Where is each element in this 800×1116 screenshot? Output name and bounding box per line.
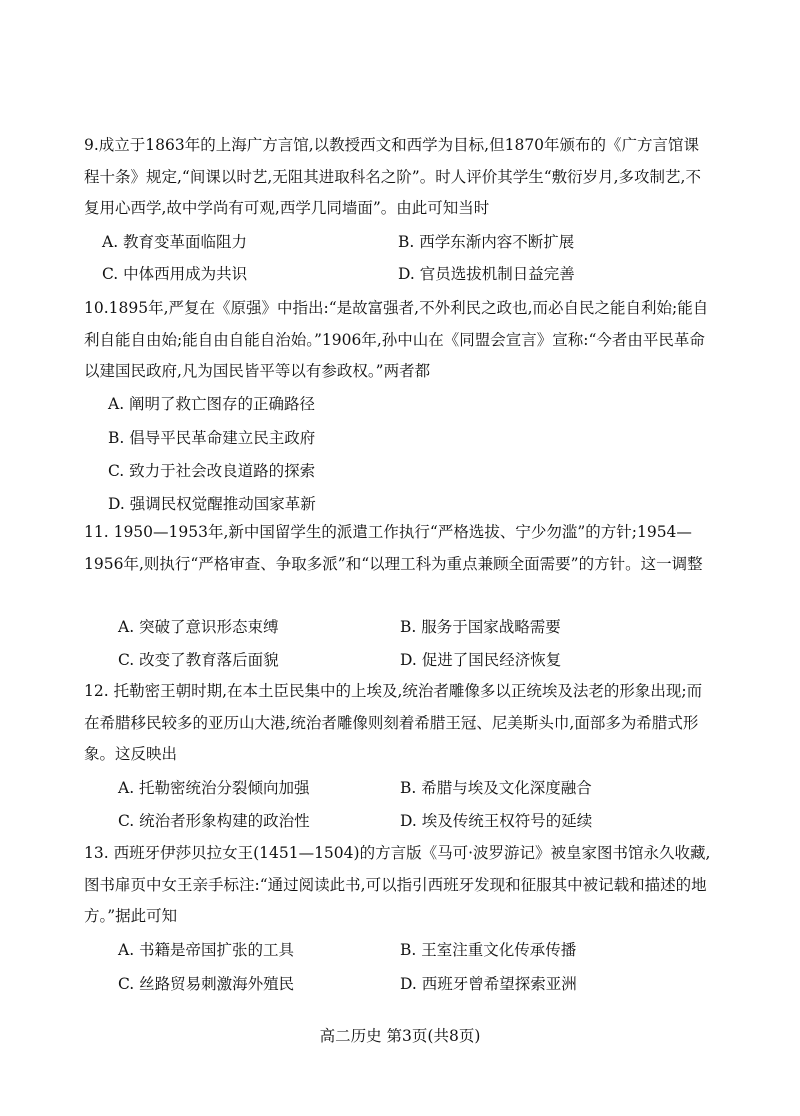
question-stem: 9.成立于1863年的上海广方言馆,以教授西文和西学为目标,但1870年颁布的《广方言馆课程十条》规定,“间课以时艺,无阻其进取科名之阶”。时人评价其学生“敷衍岁月,多攻制艺,不复用心西学,故中学尚有可观,西学几同墙面”。由此可知当时 — [84, 136, 701, 217]
question-stem: 12. 托勒密王朝时期,在本土臣民集中的上埃及,统治者雕像多以正统埃及法老的形象出现;而在希腊移民较多的亚历山大港,统治者雕像则刻着希腊王冠、尼美斯头巾,面部多为希腊式形象。这反映出 — [84, 682, 703, 763]
option-d: D. 埃及传统王权符号的延续 — [400, 812, 593, 830]
option-c: C. 改变了教育落后面貌 — [118, 651, 279, 669]
option-c: C. 中体西用成为共识 — [102, 265, 248, 283]
question-10 — [84, 293, 714, 388]
option-a: A. 书籍是帝国扩张的工具 — [118, 941, 295, 959]
option-d: D. 官员选拔机制日益完善 — [398, 265, 575, 283]
question-11 — [84, 517, 714, 580]
question-9 — [84, 130, 714, 225]
option-b: B. 倡导平民革命建立民主政府 — [108, 429, 316, 447]
option-c: C. 统治者形象构建的政治性 — [118, 812, 310, 830]
option-d: D. 强调民权觉醒推动国家革新 — [108, 495, 316, 513]
option-d: D. 西班牙曾希望探索亚洲 — [400, 975, 577, 993]
question-stem: 13. 西班牙伊莎贝拉女王(1451—1504)的方言版《马可·波罗游记》被皇家图书馆永久收藏,图书扉页中女王亲手标注:“通过阅读此书,可以指引西班牙发现和征服其中被记载和描述的地方。”据此可知 — [84, 844, 711, 925]
option-b: B. 希腊与埃及文化深度融合 — [400, 779, 592, 797]
option-b: B. 服务于国家战略需要 — [400, 618, 561, 636]
option-b: B. 王室注重文化传承传播 — [400, 941, 577, 959]
option-c: C. 致力于社会改良道路的探索 — [108, 462, 316, 480]
option-a: A. 教育变革面临阻力 — [102, 233, 248, 251]
question-12 — [84, 676, 714, 771]
question-stem: 11. 1950—1953年,新中国留学生的派遣工作执行“严格选拔、宁少勿滥”的方针;1954—1956年,则执行“严格审查、争取多派”和“以理工科为重点兼顾全面需要”的方针。这一调整 — [84, 523, 703, 573]
option-a: A. 突破了意识形态束缚 — [118, 618, 279, 636]
option-a: A. 阐明了救亡图存的正确路径 — [108, 395, 316, 413]
page-footer: 高二历史 第3页(共8页) — [319, 1027, 481, 1045]
option-a: A. 托勒密统治分裂倾向加强 — [118, 779, 310, 797]
question-stem: 10.1895年,严复在《原强》中指出:“是故富强者,不外利民之政也,而必自民之能自利始;能自利自能自由始;能自由自能自治始。”1906年,孙中山在《同盟会宣言》宣称:“今者由平民革命以建国民政府,凡为国民皆平等以有参政权。”两者都 — [84, 299, 709, 380]
question-13 — [84, 838, 714, 933]
option-d: D. 促进了国民经济恢复 — [400, 651, 562, 669]
option-b: B. 西学东渐内容不断扩展 — [398, 233, 575, 251]
option-c: C. 丝路贸易刺激海外殖民 — [118, 975, 295, 993]
